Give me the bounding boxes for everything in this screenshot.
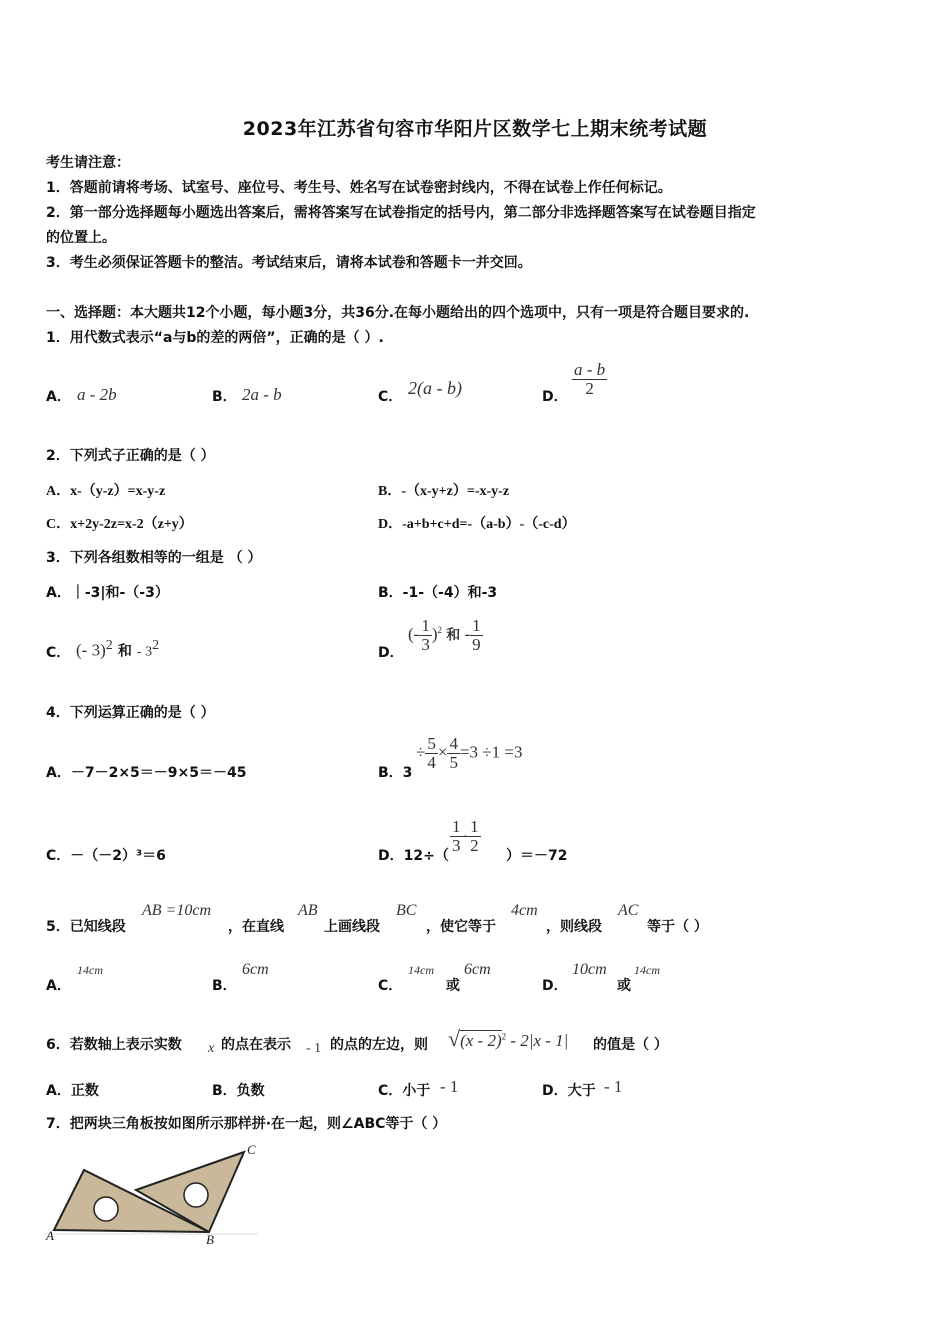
- point-a-label: A: [46, 1228, 54, 1243]
- notice-item-2-cont: 的位置上。: [46, 230, 116, 246]
- q4-stem: 4．下列运算正确的是（ ）: [46, 705, 215, 721]
- q5-math-ab: AB: [298, 902, 318, 919]
- q3-option-c: [76, 638, 159, 660]
- q1-option-a: a - 2b: [77, 385, 117, 404]
- q5-option-c2: 6cm: [464, 961, 491, 978]
- q3-c-and: 和: [117, 643, 132, 660]
- q4-b-d2: 5: [449, 753, 458, 772]
- q1-d-numerator: a - b: [574, 360, 606, 379]
- q4-b-times: ×: [437, 742, 448, 762]
- q2-stem: 2．下列式子正确的是（ ）: [46, 448, 215, 464]
- q3-option-d: [408, 617, 483, 654]
- page-title: 2023年江苏省句容市华阳片区数学七上期末统考试题: [242, 118, 708, 140]
- q5-label-b: B．: [212, 978, 237, 994]
- q6-stem-3: 的点的左边，则: [330, 1037, 428, 1053]
- q3-d-den2: 9: [472, 635, 481, 654]
- q4-d-minus: -: [462, 825, 469, 845]
- q5-stem-4: ，使它等于: [426, 919, 496, 935]
- q5-label-d: D．: [542, 978, 568, 994]
- q3-option-b: B．-1-（-4）和-3: [378, 585, 498, 601]
- q5-label-c: C．: [378, 978, 403, 994]
- q1-option-d: [572, 361, 607, 398]
- q6-expr-rest: - 2|x - 1|: [510, 1031, 569, 1050]
- q3-d-minus: -: [464, 624, 471, 644]
- q6-sqrt-inner: (x - 2): [460, 1031, 502, 1050]
- q6-label-c: C．小于: [378, 1083, 431, 1099]
- q1-label-b: B．: [212, 389, 237, 405]
- q5-option-d2: 14cm: [634, 963, 660, 977]
- q3-d-num: 1: [421, 616, 430, 635]
- q5-stem-2: ，在直线: [228, 919, 284, 935]
- sqrt-icon: √: [448, 1026, 461, 1051]
- q6-option-b: B．负数: [212, 1083, 265, 1099]
- q4-label-b: B．3: [378, 765, 413, 781]
- notice-item-1: 1．答题前请将考场、试室号、座位号、考生号、姓名写在试卷密封线内，不得在试卷上作任何标记。: [46, 180, 672, 196]
- q3-label-d: D．: [378, 645, 404, 661]
- q6-stem-2: 的点在表示: [221, 1037, 291, 1053]
- q4-option-d: [450, 818, 481, 855]
- q1-label-c: C．: [378, 389, 403, 405]
- q3-d-post: ): [431, 624, 438, 644]
- q4-label-d: D．12÷（: [378, 848, 449, 864]
- q5-stem-3: 上画线段: [324, 919, 380, 935]
- q1-label-d: D．: [542, 389, 568, 405]
- q3-option-a: A．｜-3|和-（-3）: [46, 585, 169, 601]
- q2-option-a: A．x-（y-z）=x-y-z: [46, 484, 166, 499]
- q3-c-exp: 2: [105, 638, 113, 653]
- q3-d-num2: 1: [472, 616, 481, 635]
- q1-option-b: 2a - b: [242, 385, 282, 404]
- q1-option-c: 2(a - b): [408, 378, 462, 398]
- q4-d-rest: ）＝－72: [506, 848, 568, 864]
- notice-item-2: 2．第一部分选择题每小题选出答案后，需将答案写在试卷指定的括号内，第二部分非选择题答案写在试卷题目指定: [46, 205, 756, 221]
- q4-d-n2: 1: [470, 817, 479, 836]
- q4-b-div: ÷: [416, 742, 426, 762]
- q2-option-b: B．-（x-y+z）=-x-y-z: [378, 484, 510, 499]
- q6-stem-1: 6．若数轴上表示实数: [46, 1037, 182, 1053]
- q4-option-b: [416, 735, 522, 772]
- q6-math-x: x: [208, 1041, 215, 1056]
- q2-option-d: D．-a+b+c+d=-（a-b）-（-c-d）: [378, 517, 576, 532]
- q3-c-exp2: 2: [152, 638, 160, 653]
- q3-d-exp: 2: [437, 624, 442, 635]
- q3-stem: 3．下列各组数相等的一组是 （ ）: [46, 550, 262, 566]
- q4-option-c: C．－（－2）³＝6: [46, 848, 166, 864]
- q4-b-n1: 5: [427, 734, 436, 753]
- point-b-label: B: [206, 1232, 214, 1246]
- q3-d-and: 和: [446, 627, 461, 644]
- q4-b-n2: 4: [449, 734, 458, 753]
- q5-option-b: 6cm: [242, 961, 269, 978]
- q3-c-expr2: - 3: [136, 644, 153, 660]
- q1-label-a: A．: [46, 389, 71, 405]
- q5-label-a: A．: [46, 978, 71, 994]
- notice-item-3: 3．考生必须保证答题卡的整洁。考试结束后，请将本试卷和答题卡一并交回。: [46, 255, 532, 271]
- q7-stem: 7．把两块三角板按如图所示那样拼·在一起，则∠ABC等于（ ）: [46, 1116, 447, 1132]
- notice-heading: 考生请注意：: [46, 155, 130, 171]
- q4-d-d1: 3: [452, 836, 461, 855]
- q5-option-c1: 14cm: [408, 963, 434, 977]
- q5-stem-5: ，则线段: [546, 919, 602, 935]
- point-c-label: C: [247, 1142, 256, 1157]
- q6-option-c: - 1: [440, 1077, 459, 1096]
- q3-d-pre: (-: [408, 624, 420, 644]
- q3-label-c: C．: [46, 645, 71, 661]
- q4-b-d1: 4: [427, 753, 436, 772]
- q5-option-d-or: 或: [617, 978, 631, 994]
- q3-d-den: 3: [421, 635, 430, 654]
- q5-option-d1: 10cm: [572, 961, 607, 978]
- q6-sqrt-exp: 2: [501, 1031, 507, 1042]
- q6-option-a: A．正数: [46, 1083, 99, 1099]
- q2-option-c: C．x+2y-2z=x-2（z+y）: [46, 517, 193, 532]
- q5-math-ac: AC: [618, 902, 639, 919]
- q4-d-d2: 2: [470, 836, 479, 855]
- q6-label-d: D．大于: [542, 1083, 596, 1099]
- q5-math-ab10: AB =10cm: [142, 902, 211, 919]
- q6-option-d: - 1: [604, 1077, 623, 1096]
- q5-math-bc: BC: [396, 902, 417, 919]
- q4-option-a: A．－7－2×5＝－9×5＝－45: [46, 765, 247, 781]
- q5-option-a: 14cm: [77, 963, 103, 977]
- q5-option-c-or: 或: [446, 978, 460, 994]
- q5-math-4cm: 4cm: [511, 902, 538, 919]
- section-heading: 一、选择题：本大题共12个小题，每小题3分，共36分.在每小题给出的四个选项中，只有一项是符合题目要求的.: [46, 305, 750, 321]
- q4-b-rest: =3 ÷1 =3: [459, 742, 523, 762]
- left-ruler-hole: [94, 1197, 118, 1221]
- q1-d-denominator: 2: [585, 379, 594, 398]
- q6-math-neg1: - 1: [306, 1041, 322, 1056]
- q7-triangle-figure: [44, 1140, 264, 1246]
- q5-stem-1: 5．已知线段: [46, 919, 126, 935]
- q3-c-expr1: (- 3): [76, 640, 106, 660]
- q6-stem-4: 的值是（ ）: [593, 1037, 668, 1053]
- right-ruler-hole: [184, 1183, 208, 1207]
- q1-stem: 1．用代数式表示“a与b的差的两倍”，正确的是（ ）.: [46, 330, 384, 346]
- q6-expression: [448, 1026, 568, 1052]
- q4-d-n1: 1: [452, 817, 461, 836]
- q5-stem-6: 等于（ ）: [647, 919, 708, 935]
